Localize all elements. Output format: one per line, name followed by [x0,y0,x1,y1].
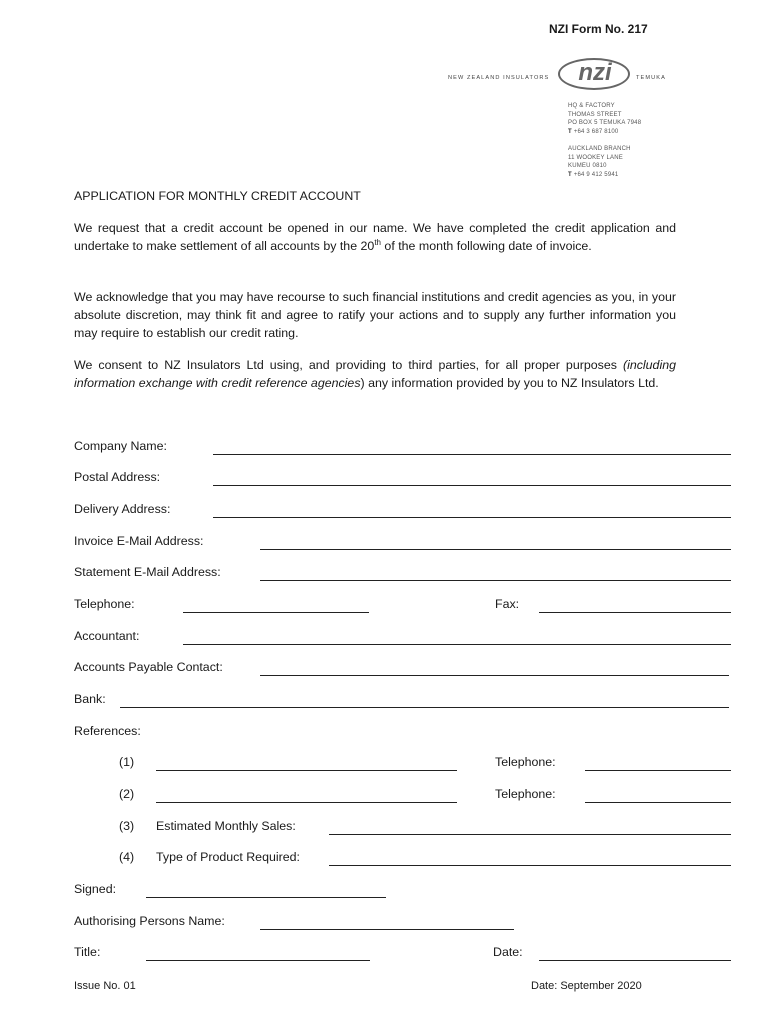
fax-field[interactable] [539,612,731,613]
auckland-line: KUMEU 0810 [568,163,607,170]
paragraph-consent: We consent to NZ Insulators Ltd using, and providing to third parties, for all proper purposes (including information exchange with credit reference agencies) any information provided by you to NZ Insulators Ltd. [74,358,676,390]
paragraph-acknowledge: We acknowledge that you may have recourse to such financial institutions and credit agencies as you, in your absolute discretion, may think fit and agree to ratify your actions and to supply any further information you may require to establish our credit rating. [74,290,676,340]
date-field[interactable] [539,960,731,961]
accountant-field[interactable] [183,644,731,645]
signature-field[interactable] [146,897,386,898]
company-logo [448,56,670,96]
title-label: Title: [74,945,101,959]
reference-1-telephone-label: Telephone: [495,755,556,769]
postal-address-field[interactable] [213,485,731,486]
delivery-address-field[interactable] [213,517,731,518]
signed-label: Signed: [74,882,117,896]
company-name-field[interactable] [213,454,731,455]
bank-field[interactable] [120,707,729,708]
company-name-label: Company Name: [74,439,167,453]
paragraph-request: We request that a credit account be opened in our name. We have completed the credit application and undertake to make settlement of all accounts by the 20th of the month following date of invoice. [74,221,676,253]
reference-1-telephone-field[interactable] [585,770,731,771]
logo-location: TEMUKA [636,75,666,81]
auckland-phone: T +64 9 412 5941 [568,171,619,178]
estimated-sales-label: Estimated Monthly Sales: [156,819,296,833]
form-number: NZI Form No. 217 [549,22,648,36]
item-4-number: (4) [119,850,135,864]
statement-email-field[interactable] [260,580,731,581]
reference-2-field[interactable] [156,802,457,803]
hq-line: HQ & FACTORY [568,103,615,109]
reference-1-label: (1) [119,755,135,769]
title-field[interactable] [146,960,370,961]
authorising-name-field[interactable] [260,929,514,930]
date-label: Date: [493,945,523,959]
product-required-field[interactable] [329,865,731,866]
logo-company-name: NEW ZEALAND INSULATORS [448,75,550,81]
reference-2-telephone-label: Telephone: [495,787,556,801]
auckland-line: 11 WOOKEY LANE [568,154,623,161]
auckland-address-block [568,145,631,179]
accountant-label: Accountant: [74,629,140,643]
reference-2-telephone-field[interactable] [585,802,731,803]
invoice-email-field[interactable] [260,549,731,550]
hq-address-block [568,102,641,136]
accounts-payable-label: Accounts Payable Contact: [74,660,223,674]
estimated-sales-field[interactable] [329,834,731,835]
reference-1-field[interactable] [156,770,457,771]
product-required-label: Type of Product Required: [156,850,300,864]
bank-label: Bank: [74,692,106,706]
hq-phone: T +64 3 687 8100 [568,128,619,135]
delivery-address-label: Delivery Address: [74,502,171,516]
reference-2-label: (2) [119,787,135,801]
telephone-field[interactable] [183,612,369,613]
footer-date: Date: September 2020 [531,980,642,992]
invoice-email-label: Invoice E-Mail Address: [74,534,204,548]
item-3-number: (3) [119,819,135,833]
logo-mark: nzi [578,59,612,86]
fax-label: Fax: [495,597,520,611]
statement-email-label: Statement E-Mail Address: [74,565,221,579]
authorising-name-label: Authorising Persons Name: [74,914,225,928]
accounts-payable-field[interactable] [260,675,729,676]
auckland-line: AUCKLAND BRANCH [568,146,631,152]
references-label: References: [74,724,141,738]
telephone-label: Telephone: [74,597,135,611]
document-title: APPLICATION FOR MONTHLY CREDIT ACCOUNT [74,189,361,203]
postal-address-label: Postal Address: [74,470,161,484]
issue-number: Issue No. 01 [74,980,136,992]
hq-line: THOMAS STREET [568,111,622,118]
hq-line: PO BOX 5 TEMUKA 7948 [568,120,642,127]
